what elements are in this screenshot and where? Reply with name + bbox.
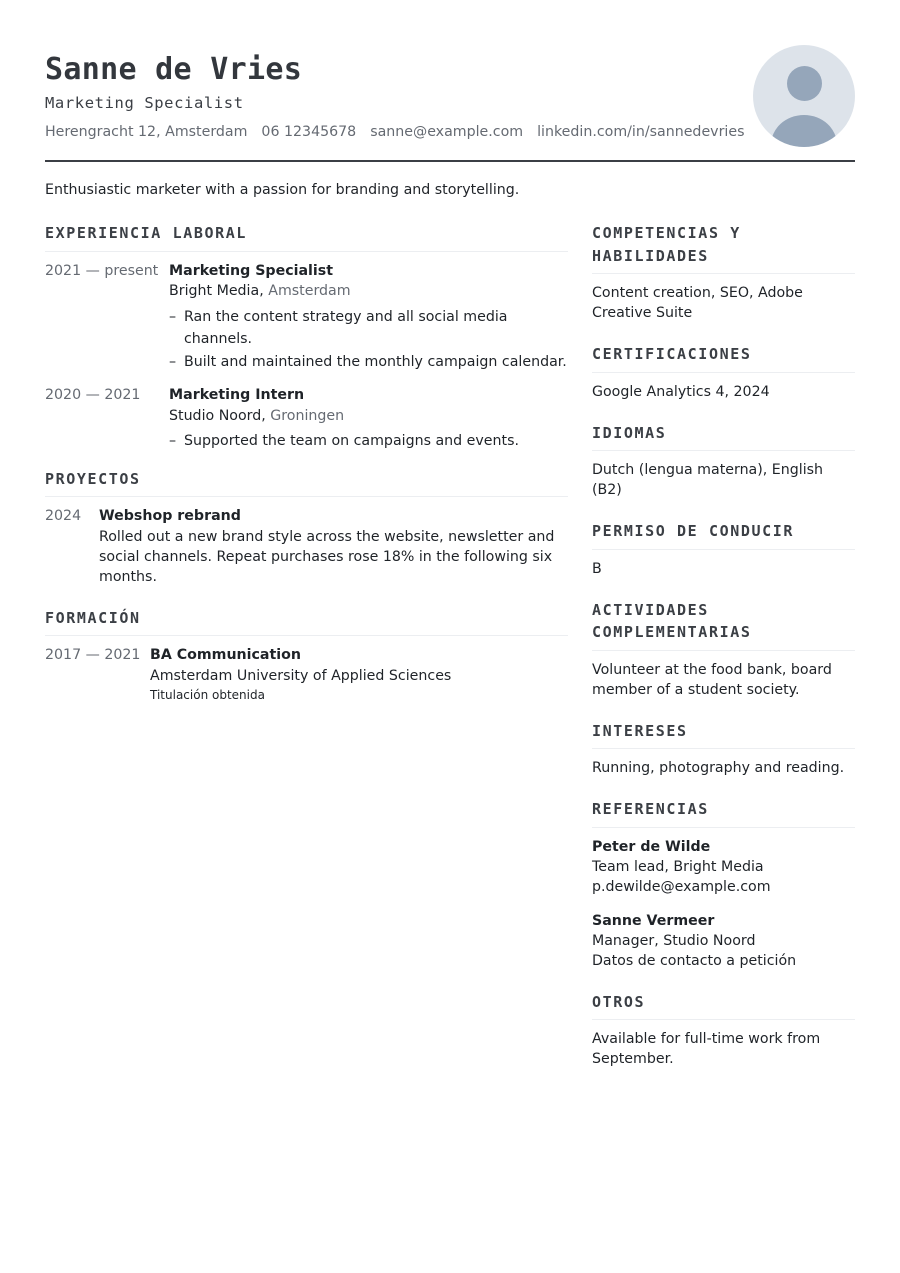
section-title-experience: EXPERIENCIA LABORAL — [45, 222, 568, 252]
job-company: Bright Media — [169, 283, 260, 299]
entry-date: 2024 — [45, 508, 82, 524]
section-title-license: PERMISO DE CONDUCIR — [592, 520, 855, 550]
section-title-skills: COMPETENCIAS Y HABILIDADES — [592, 222, 855, 274]
section-title-references: REFERENCIAS — [592, 798, 855, 828]
entry-date: 2021 — present — [45, 262, 159, 279]
section-title-other: OTROS — [592, 991, 855, 1021]
contact-email: sanne@example.com — [370, 124, 524, 140]
reference-entry — [592, 911, 855, 971]
projects-section — [45, 468, 568, 587]
job-company-line: Bright Media, Amsterdam — [169, 283, 351, 299]
list-item: – Built and maintained the monthly campaign calendar. — [169, 351, 568, 374]
education-entry — [45, 645, 568, 704]
certifications-section — [592, 343, 855, 402]
degree-note: Titulación obtenida — [150, 688, 265, 702]
reference-name: Peter de Wilde — [592, 838, 711, 855]
other-section — [592, 991, 855, 1070]
experience-section — [45, 222, 568, 453]
reference-entry — [592, 837, 855, 897]
contact-linkedin: linkedin.com/in/sannedevries — [537, 124, 745, 140]
reference-name: Sanne Vermeer — [592, 912, 715, 929]
user-avatar-icon — [753, 45, 855, 147]
candidate-role: Marketing Specialist — [45, 94, 244, 112]
reference-position: Team lead, Bright Media — [592, 858, 764, 875]
contact-address: Herengracht 12, Amsterdam — [45, 124, 248, 140]
job-bullets — [169, 430, 568, 453]
license-text: B — [592, 560, 602, 577]
reference-contact: Datos de contacto a petición — [592, 952, 797, 969]
languages-section — [592, 422, 855, 501]
list-item: – Ran the content strategy and all social media channels. — [169, 306, 568, 351]
interests-section — [592, 720, 855, 779]
project-entry — [45, 506, 568, 587]
references-section — [592, 798, 855, 971]
avatar-head — [787, 66, 822, 101]
certifications-text: Google Analytics 4, 2024 — [592, 383, 770, 400]
license-section — [592, 520, 855, 579]
activities-text: Volunteer at the food bank, board member of a student society. — [592, 661, 832, 698]
project-name: Webshop rebrand — [99, 508, 241, 524]
job-bullets — [169, 306, 568, 374]
activities-section — [592, 599, 855, 700]
job-location: Amsterdam — [268, 283, 351, 299]
degree-name: BA Communication — [150, 647, 301, 663]
section-title-languages: IDIOMAS — [592, 422, 855, 452]
experience-entry — [45, 261, 568, 374]
avatar-body — [771, 115, 837, 147]
project-description: Rolled out a new brand style across the website, newsletter and social channels. Repeat purchases rose 18% in the following six months. — [99, 528, 555, 585]
skills-text: Content creation, SEO, Adobe Creative Suite — [592, 285, 803, 321]
job-location: Groningen — [270, 407, 345, 424]
candidate-name: Sanne de Vries — [45, 52, 303, 87]
section-title-projects: PROYECTOS — [45, 468, 568, 498]
job-title: Marketing Specialist — [169, 262, 334, 279]
contact-line — [45, 121, 744, 143]
list-item: – Supported the team on campaigns and events. — [169, 430, 568, 453]
other-text: Available for full-time work from September. — [592, 1031, 821, 1067]
education-section — [45, 607, 568, 705]
main-column — [45, 222, 568, 704]
resume-header — [45, 0, 855, 162]
job-company: Studio Noord — [169, 407, 262, 424]
job-company-line: Studio Noord, Groningen — [169, 407, 345, 424]
section-title-education: FORMACIÓN — [45, 607, 568, 637]
profile-summary: Enthusiastic marketer with a passion for branding and storytelling. — [45, 182, 520, 198]
job-title: Marketing Intern — [169, 387, 305, 403]
skills-section — [592, 222, 855, 323]
section-title-certifications: CERTIFICACIONES — [592, 343, 855, 373]
reference-contact: p.dewilde@example.com — [592, 878, 771, 895]
side-column — [592, 222, 855, 1069]
contact-phone: 06 12345678 — [261, 124, 357, 140]
reference-position: Manager, Studio Noord — [592, 932, 756, 949]
experience-entry — [45, 385, 568, 453]
entry-date: 2020 — 2021 — [45, 387, 141, 403]
languages-text: Dutch (lengua materna), English (B2) — [592, 462, 824, 498]
interests-text: Running, photography and reading. — [592, 760, 845, 776]
entry-date: 2017 — 2021 — [45, 647, 141, 663]
section-title-interests: INTERESES — [592, 720, 855, 750]
section-title-activities: ACTIVIDADES COMPLEMENTARIAS — [592, 599, 855, 651]
school-name: Amsterdam University of Applied Sciences — [150, 667, 452, 684]
